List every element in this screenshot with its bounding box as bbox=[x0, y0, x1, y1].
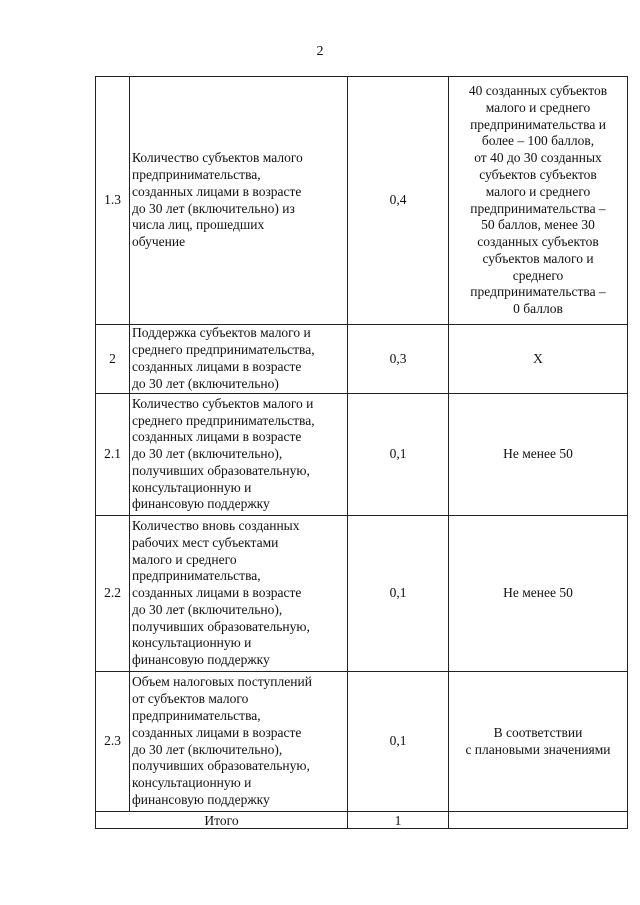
indicators-table bbox=[95, 76, 628, 829]
table-row bbox=[96, 394, 628, 516]
indicator-weight: 0,1 bbox=[348, 516, 449, 672]
indicator-name: Количество субъектов малого и среднего предпринимательства, созданных лицами в возрасте до 30 лет (включительно), получивших образовательную, консультационную и финансовую поддержку bbox=[130, 394, 348, 516]
row-number: 2.1 bbox=[96, 394, 130, 516]
indicator-target: Не менее 50 bbox=[449, 394, 628, 516]
indicator-name: Количество вновь созданных рабочих мест субъектами малого и среднего предпринимательства, созданных лицами в возрасте до 30 лет (включительно), получивших образовательную, консультационную и финансовую поддержку bbox=[130, 516, 348, 672]
indicator-weight: 0,1 bbox=[348, 672, 449, 812]
row-number: 2.2 bbox=[96, 516, 130, 672]
indicator-name: Количество субъектов малого предпринимательства, созданных лицами в возрасте до 30 лет (включительно) из числа лиц, прошедших обучение bbox=[130, 77, 348, 325]
indicator-name: Объем налоговых поступлений от субъектов малого предпринимательства, созданных лицами в возрасте до 30 лет (включительно), получивших образовательную, консультационную и финансовую поддержку bbox=[130, 672, 348, 812]
table-row bbox=[96, 77, 628, 325]
row-number: 2 bbox=[96, 325, 130, 394]
total-target bbox=[449, 812, 628, 829]
indicator-weight: 0,3 bbox=[348, 325, 449, 394]
total-label: Итого bbox=[96, 812, 348, 829]
table-row bbox=[96, 672, 628, 812]
indicator-name: Поддержка субъектов малого и среднего предпринимательства, созданных лицами в возрасте до 30 лет (включительно) bbox=[130, 325, 348, 394]
table-row bbox=[96, 516, 628, 672]
indicator-target: Не менее 50 bbox=[449, 516, 628, 672]
row-number: 2.3 bbox=[96, 672, 130, 812]
indicator-target: 40 созданных субъектов малого и среднего предпринимательства и более – 100 баллов, от 40 до 30 созданных субъектов субъектов малого и среднего предпринимательства – 50 баллов, менее 30 созданных субъектов субъектов малого и среднего предпринимательства – 0 баллов bbox=[449, 77, 628, 325]
indicator-target: В соответствии с плановыми значениями bbox=[449, 672, 628, 812]
page-number: 2 bbox=[316, 44, 324, 59]
row-number: 1.3 bbox=[96, 77, 130, 325]
indicator-target: Х bbox=[449, 325, 628, 394]
total-weight: 1 bbox=[348, 812, 449, 829]
table-row bbox=[96, 325, 628, 394]
indicator-weight: 0,4 bbox=[348, 77, 449, 325]
total-row bbox=[96, 812, 628, 829]
indicator-weight: 0,1 bbox=[348, 394, 449, 516]
